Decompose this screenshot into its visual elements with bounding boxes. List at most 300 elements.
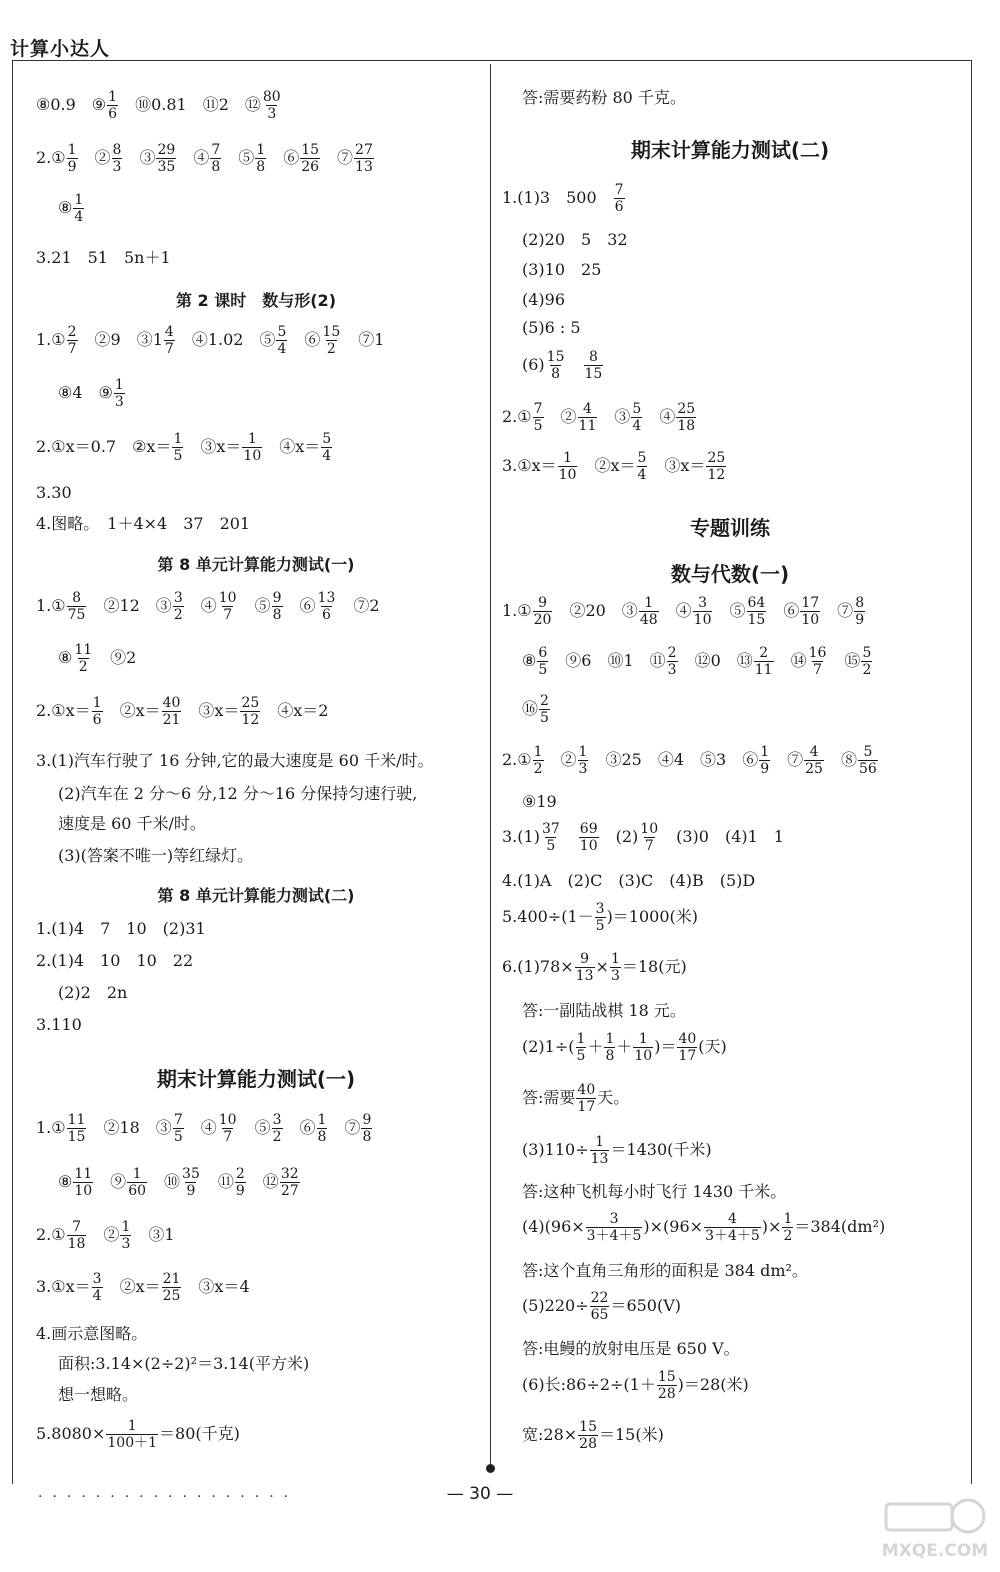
- fraction-denominator: 2: [78, 658, 88, 675]
- fraction-numerator: 64: [747, 595, 766, 611]
- answer-line: [36, 90, 283, 121]
- text-segment: ④1.02 ⑤: [175, 330, 276, 350]
- fraction-denominator: 8: [605, 1047, 615, 1064]
- text-segment: ⑦: [321, 148, 354, 168]
- text-segment: ④x＝: [263, 437, 321, 457]
- text-segment: ⑧: [58, 648, 73, 668]
- answer-line: [36, 591, 380, 622]
- text-segment: ⑫: [246, 1172, 279, 1192]
- section-heading: 期末计算能力测试(二): [630, 138, 830, 162]
- fraction: [804, 745, 824, 776]
- fraction: [858, 745, 878, 776]
- text-segment: ②20 ③: [553, 601, 638, 621]
- fraction: [533, 745, 544, 776]
- text-segment: ⑧0.9 ⑨: [36, 95, 107, 115]
- text-segment: ⑧: [58, 1172, 73, 1192]
- fraction-numerator: 1: [121, 1219, 131, 1235]
- fraction-numerator: 29: [157, 142, 176, 158]
- fraction-numerator: 5: [322, 431, 332, 447]
- answer-line: [58, 378, 126, 409]
- fraction-numerator: 1: [317, 1112, 327, 1128]
- fraction-denominator: 56: [858, 760, 877, 777]
- fraction: [800, 596, 820, 627]
- footer-dots: ··················: [38, 1489, 299, 1505]
- fraction-denominator: 3: [610, 967, 620, 984]
- fraction: [107, 90, 118, 121]
- fraction-numerator: 10: [218, 1112, 237, 1128]
- fraction-numerator: 1: [578, 744, 588, 760]
- answer-line: [522, 1032, 727, 1063]
- text-segment: (5)220÷: [522, 1296, 589, 1316]
- fraction-denominator: 26: [301, 158, 320, 175]
- fraction: [539, 694, 550, 725]
- text-segment: ⑯: [522, 699, 539, 719]
- fraction-numerator: 1: [644, 595, 654, 611]
- fraction-denominator: 8: [272, 606, 282, 623]
- fraction-numerator: 8: [72, 590, 81, 606]
- text-segment: ⑩0.81 ⑪2 ⑫: [119, 95, 261, 115]
- fraction-denominator: 5: [533, 417, 543, 434]
- text-segment: ⑥: [283, 1118, 316, 1138]
- fraction-denominator: 17: [678, 1047, 697, 1064]
- fraction-denominator: 10: [634, 1047, 653, 1064]
- fraction-denominator: 6: [614, 198, 624, 215]
- text-segment: 2.①x＝0.7 ②x＝: [36, 437, 172, 457]
- fraction-numerator: 80: [262, 89, 281, 105]
- answer-line: [502, 183, 626, 214]
- text-segment: ④x＝2: [261, 701, 329, 721]
- answer-line: (2)汽车在 2 分～6 分,12 分～16 分保持匀速行驶,: [58, 784, 418, 803]
- fraction: [92, 1272, 103, 1303]
- text-segment: ⑤: [238, 596, 271, 616]
- text-segment: ×: [595, 957, 609, 977]
- text-segment: ⑧: [824, 750, 857, 770]
- page-number: — 30 —: [446, 1484, 514, 1504]
- fraction-numerator: 11: [74, 1166, 93, 1182]
- answer-line: (3)10 25: [522, 260, 602, 279]
- answer-line: 答:电鳗的放射电压是 650 V。: [522, 1339, 740, 1358]
- text-segment: ⑤: [713, 601, 746, 621]
- fraction: [173, 591, 184, 622]
- fraction: [361, 1113, 372, 1144]
- fraction-denominator: 2: [272, 1128, 282, 1145]
- text-segment: ⑤: [222, 148, 255, 168]
- fraction-denominator: 3: [121, 1235, 131, 1252]
- fraction: [693, 596, 713, 627]
- fraction-denominator: 25: [162, 1287, 181, 1304]
- answer-line: 答:需要药粉 80 千克。: [522, 88, 686, 107]
- fraction: [541, 822, 561, 853]
- text-segment: (3)110÷: [522, 1140, 589, 1160]
- fraction-denominator: 15: [67, 1128, 86, 1145]
- fraction-denominator: 3: [112, 158, 122, 175]
- fraction-numerator: 15: [322, 324, 341, 340]
- text-segment: ＝18(元): [621, 957, 687, 977]
- answer-line: [502, 952, 687, 983]
- fraction-denominator: 10: [74, 1182, 93, 1199]
- fraction-denominator: 2: [783, 1227, 793, 1244]
- answer-line: [36, 696, 329, 727]
- answer-line: [58, 193, 85, 224]
- answer-line: [522, 1291, 681, 1322]
- fraction-numerator: 9: [362, 1112, 372, 1128]
- fraction-numerator: 7: [211, 142, 221, 158]
- text-segment: )×(96×: [643, 1217, 704, 1237]
- answer-line: 答:这种飞机每小时飞行 1430 千米。: [522, 1182, 787, 1201]
- text-segment: ＝384(dm²): [794, 1217, 886, 1237]
- fraction-denominator: 10: [243, 447, 262, 464]
- fraction: [127, 1167, 147, 1198]
- answer-line: 4.图略。 1＋4×4 37 201: [36, 514, 251, 533]
- fraction-numerator: 2: [235, 1166, 245, 1182]
- fraction-numerator: 4: [809, 744, 819, 760]
- section-heading: 第 8 单元计算能力测试(一): [157, 555, 355, 574]
- fraction-denominator: 5: [595, 917, 605, 934]
- fraction: [639, 596, 659, 627]
- answer-line: [502, 822, 784, 853]
- text-segment: ⑫0 ⑬: [678, 651, 753, 671]
- fraction-denominator: 3: [578, 760, 588, 777]
- fraction-numerator: 9: [538, 595, 547, 611]
- answer-line: 3.110: [36, 1015, 82, 1034]
- text-segment: 2.①: [36, 1225, 66, 1245]
- fraction: [73, 193, 84, 224]
- fraction-numerator: 1: [256, 142, 266, 158]
- fraction: [276, 325, 287, 356]
- text-segment: ⑨2: [94, 648, 137, 668]
- fraction-numerator: 4: [583, 401, 592, 417]
- text-segment: ④: [184, 596, 217, 616]
- fraction-numerator: 1: [173, 431, 183, 447]
- fraction-denominator: 10: [558, 466, 577, 483]
- answer-line: [36, 1220, 175, 1251]
- text-segment: ②x＝: [578, 456, 636, 476]
- fraction-numerator: 4: [727, 1211, 737, 1227]
- fraction-denominator: 100＋1: [107, 1434, 158, 1451]
- fraction-denominator: 28: [657, 1385, 676, 1402]
- svg-text:MXQE.COM: MXQE.COM: [881, 1541, 989, 1561]
- text-segment: ⑥: [267, 148, 300, 168]
- text-segment: )×: [761, 1217, 782, 1237]
- fraction: [604, 1032, 615, 1063]
- text-segment: ②x＝: [103, 1277, 161, 1297]
- fraction: [586, 1212, 643, 1243]
- column-divider: [490, 64, 491, 1470]
- answer-line: [522, 350, 604, 381]
- answer-line: [502, 402, 697, 433]
- text-segment: 5.8080×: [36, 1424, 106, 1444]
- fraction: [218, 591, 238, 622]
- fraction-numerator: 7: [614, 182, 624, 198]
- fraction-denominator: 7: [67, 340, 77, 357]
- text-segment: ⑦: [328, 1118, 361, 1138]
- fraction-numerator: 21: [162, 1271, 181, 1287]
- text-segment: ③25 ④4 ⑤3 ⑥: [589, 750, 759, 770]
- fraction: [633, 1032, 653, 1063]
- fraction-numerator: 15: [579, 1419, 597, 1435]
- answer-line: [36, 143, 375, 174]
- fraction-denominator: 7: [223, 1128, 233, 1145]
- fraction-numerator: 5: [863, 744, 873, 760]
- fraction: [754, 646, 774, 677]
- fraction: [576, 1083, 596, 1114]
- fraction: [759, 745, 770, 776]
- fraction-numerator: 6: [538, 645, 548, 661]
- text-segment: ⑦2: [337, 596, 380, 616]
- fraction: [631, 402, 642, 433]
- text-segment: 1.①: [36, 1118, 66, 1138]
- fraction: [162, 696, 182, 727]
- fraction-denominator: 4: [277, 340, 287, 357]
- fraction: [106, 1419, 158, 1450]
- fraction-numerator: 15: [546, 349, 565, 365]
- text-segment: (6)长:86÷2÷(1＋: [522, 1375, 656, 1395]
- fraction-denominator: 13: [355, 158, 373, 175]
- fraction: [262, 90, 282, 121]
- fraction: [321, 432, 332, 463]
- text-segment: 答:需要: [522, 1088, 576, 1108]
- fraction-numerator: 1: [108, 89, 118, 105]
- text-segment: ③: [123, 148, 156, 168]
- fraction-numerator: 15: [301, 142, 320, 158]
- text-segment: ⑭: [774, 651, 807, 671]
- fraction-denominator: 9: [186, 1182, 196, 1199]
- fraction: [67, 1220, 87, 1251]
- fraction-numerator: 17: [801, 595, 820, 611]
- answer-line: 面积:3.14×(2÷2)²＝3.14(平方米): [58, 1354, 310, 1373]
- fraction: [181, 1167, 201, 1198]
- fraction: [578, 745, 589, 776]
- fraction: [657, 1370, 677, 1401]
- text-segment: 1.(1)3 500: [502, 188, 613, 208]
- text-segment: (6): [522, 355, 545, 375]
- fraction-denominator: 3＋4＋5: [586, 1227, 642, 1244]
- fraction: [637, 451, 648, 482]
- fraction: [114, 378, 125, 409]
- fraction: [67, 591, 87, 622]
- answer-line: (5)6 : 5: [522, 318, 581, 337]
- fraction-numerator: 10: [218, 590, 237, 606]
- answer-line: 2.(1)4 10 10 22: [36, 951, 194, 970]
- text-segment: ③x＝: [182, 701, 240, 721]
- fraction-numerator: 35: [182, 1166, 200, 1182]
- fraction-numerator: 25: [677, 401, 696, 417]
- answer-line: [58, 643, 136, 674]
- fraction: [558, 451, 578, 482]
- fraction-denominator: 3: [667, 661, 677, 678]
- text-segment: ⑦: [821, 601, 854, 621]
- fraction-denominator: 35: [157, 158, 176, 175]
- fraction: [676, 402, 696, 433]
- answer-line: 4.(1)A (2)C (3)C (4)B (5)D: [502, 871, 756, 890]
- fraction-denominator: 5: [173, 1128, 183, 1145]
- text-segment: 1.①: [36, 596, 66, 616]
- fraction: [704, 1212, 761, 1243]
- fraction: [240, 696, 260, 727]
- answer-line: [36, 1272, 250, 1303]
- answer-line: 答:一副陆战棋 18 元。: [522, 1001, 686, 1020]
- fraction-denominator: 7: [813, 661, 822, 678]
- fraction: [280, 1167, 300, 1198]
- answer-line: 3.21 51 5n＋1: [36, 248, 171, 267]
- fraction-numerator: 25: [707, 450, 726, 466]
- fraction-denominator: 11: [578, 417, 597, 434]
- fraction: [677, 1032, 697, 1063]
- fraction: [218, 1113, 238, 1144]
- fraction: [639, 822, 659, 853]
- fraction-numerator: 7: [533, 401, 543, 417]
- fraction-numerator: 3: [609, 1211, 619, 1227]
- fraction: [706, 451, 726, 482]
- fraction-numerator: 1: [563, 450, 573, 466]
- fraction-denominator: 13: [590, 1150, 609, 1167]
- fraction: [317, 1113, 328, 1144]
- fraction-denominator: 6: [92, 711, 102, 728]
- answer-line: 答:这个直角三角形的面积是 384 dm²。: [522, 1261, 808, 1280]
- fraction-numerator: 1: [132, 1166, 142, 1182]
- fraction: [120, 1220, 131, 1251]
- text-segment: ②: [544, 750, 577, 770]
- text-segment: 5.400÷(1－: [502, 907, 594, 927]
- fraction-denominator: 4: [322, 447, 332, 464]
- answer-line: [36, 325, 384, 356]
- fraction: [317, 591, 337, 622]
- answer-line: 想一想略。: [58, 1385, 139, 1404]
- text-segment: ②x＝: [103, 701, 161, 721]
- fraction-denominator: 10: [693, 611, 712, 628]
- fraction: [576, 1032, 587, 1063]
- text-segment: ⑤: [238, 1118, 271, 1138]
- text-segment: ⑥: [283, 596, 316, 616]
- section-heading: 数与代数(一): [670, 562, 790, 586]
- text-segment: ④: [177, 148, 210, 168]
- answer-line: [502, 745, 879, 776]
- fraction: [272, 591, 283, 622]
- fraction-numerator: 11: [67, 1112, 86, 1128]
- fraction-denominator: 5: [576, 1047, 586, 1064]
- fraction-denominator: 5: [540, 709, 549, 726]
- fraction: [92, 696, 103, 727]
- fraction: [156, 143, 176, 174]
- fraction-denominator: 4: [632, 417, 642, 434]
- fraction: [173, 1113, 184, 1144]
- fraction-denominator: 6: [321, 606, 331, 623]
- fraction-denominator: 10: [579, 837, 598, 854]
- text-segment: ＝1430(千米): [610, 1140, 712, 1160]
- fraction-numerator: 10: [640, 821, 659, 837]
- fraction: [112, 143, 123, 174]
- fraction-numerator: 1: [533, 744, 543, 760]
- fraction-denominator: 5: [538, 661, 548, 678]
- text-segment: ⑨6 ⑩1 ⑪: [549, 651, 666, 671]
- fraction: [533, 402, 544, 433]
- text-segment: 6.(1)78×: [502, 957, 574, 977]
- text-segment: ⑦1: [342, 330, 385, 350]
- answer-line: [522, 646, 873, 677]
- fraction-denominator: 6: [108, 105, 118, 122]
- text-segment: (3)0 (4)1 1: [660, 827, 784, 847]
- fraction-denominator: 2: [862, 661, 872, 678]
- fraction-numerator: 3: [595, 901, 605, 917]
- text-segment: )＝: [654, 1037, 677, 1057]
- fraction-numerator: 27: [355, 142, 373, 158]
- fraction: [667, 646, 678, 677]
- text-segment: 1.①: [36, 330, 66, 350]
- fraction-numerator: 1: [595, 1134, 604, 1150]
- fraction-denominator: 9: [855, 611, 865, 628]
- fraction: [354, 143, 374, 174]
- answer-line: (4)96: [522, 290, 566, 309]
- answer-line: 3.(1)汽车行驶了 16 分钟,它的最大速度是 60 千米/时。: [36, 751, 434, 770]
- fraction: [272, 1113, 283, 1144]
- fraction-numerator: 3: [698, 595, 708, 611]
- fraction-numerator: 8: [588, 349, 598, 365]
- fraction-numerator: 1: [610, 951, 620, 967]
- fraction: [579, 822, 599, 853]
- text-segment: ③x＝: [184, 437, 242, 457]
- answer-line: [522, 1212, 885, 1243]
- text-segment: ②: [78, 148, 111, 168]
- text-segment: ⑦: [771, 750, 804, 770]
- text-segment: )＝28(米): [677, 1375, 749, 1395]
- answer-line: [502, 451, 727, 482]
- fraction: [164, 325, 175, 356]
- answer-line: [522, 694, 551, 725]
- fraction-denominator: 12: [241, 711, 260, 728]
- fraction-denominator: 17: [577, 1098, 596, 1115]
- fraction-numerator: 1: [783, 1211, 793, 1227]
- text-segment: ⑩: [148, 1172, 181, 1192]
- answer-line: [36, 1419, 240, 1450]
- answer-line: [502, 902, 698, 933]
- fraction-denominator: 27: [280, 1182, 299, 1199]
- text-segment: 宽:28×: [522, 1425, 578, 1445]
- text-segment: [562, 827, 578, 846]
- fraction-denominator: 2: [173, 606, 183, 623]
- text-segment: ②: [544, 407, 577, 427]
- fraction-numerator: 11: [74, 642, 93, 658]
- text-segment: (2): [599, 827, 639, 847]
- fraction-numerator: 1: [114, 377, 124, 393]
- fraction-denominator: 7: [223, 606, 233, 623]
- text-segment: (2)1÷(: [522, 1037, 575, 1057]
- fraction-numerator: 40: [577, 1082, 596, 1098]
- fraction: [861, 646, 872, 677]
- fraction: [546, 350, 566, 381]
- text-segment: (4)(96×: [522, 1217, 585, 1237]
- fraction: [172, 432, 183, 463]
- fraction-numerator: 37: [541, 821, 560, 837]
- section-heading: 第 8 单元计算能力测试(二): [157, 886, 355, 905]
- fraction: [67, 143, 78, 174]
- fraction-denominator: 75: [67, 606, 86, 623]
- fraction-numerator: 1: [576, 1031, 586, 1047]
- text-segment: ⑧4 ⑨: [58, 383, 113, 403]
- fraction-numerator: 1: [760, 744, 770, 760]
- fraction-denominator: 7: [644, 837, 654, 854]
- fraction: [67, 325, 78, 356]
- text-segment: ⑮: [828, 651, 861, 671]
- text-segment: ④: [643, 407, 676, 427]
- fraction-numerator: 22: [590, 1290, 609, 1306]
- fraction-denominator: 48: [639, 611, 658, 628]
- answer-line: ⑨19: [522, 792, 557, 811]
- text-segment: ②: [87, 1225, 120, 1245]
- answer-line: [502, 596, 866, 627]
- fraction: [595, 902, 606, 933]
- fraction-numerator: 13: [317, 590, 336, 606]
- fraction-numerator: 1: [605, 1031, 615, 1047]
